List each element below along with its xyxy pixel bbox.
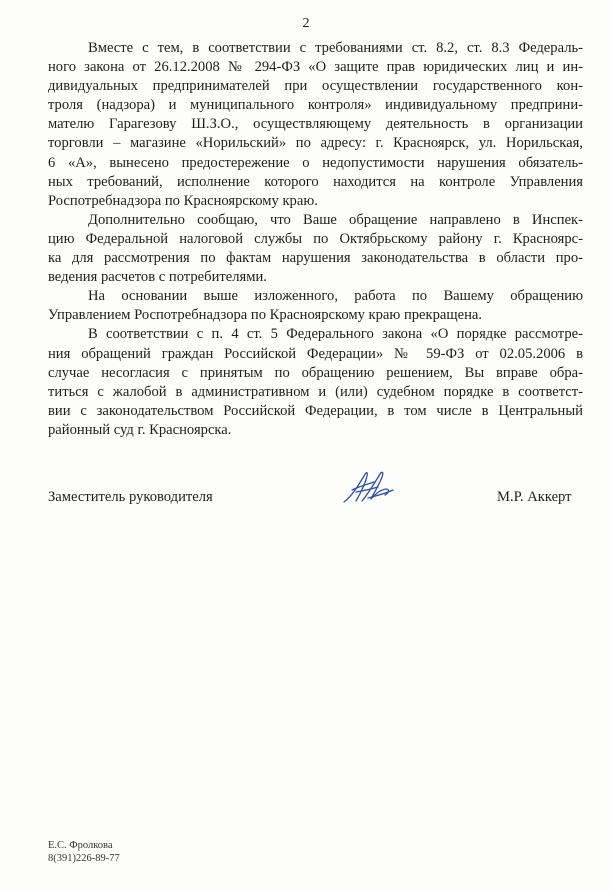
text-line: В соответствии с п. 4 ст. 5 Федерального закона «О порядке рассмотре- bbox=[88, 326, 583, 343]
text-line: троля (надзора) и муниципального контроля» индивидуальному предприни- bbox=[48, 97, 583, 114]
text-line: ведения расчетов с потребителями. bbox=[48, 269, 267, 286]
paragraph-closure bbox=[48, 287, 583, 325]
text-line: случае несогласия с принятым по обращению решением, Вы вправе обра- bbox=[48, 364, 583, 381]
text-line: Дополнительно сообщаю, что Ваше обращение направлено в Инспек- bbox=[88, 211, 583, 228]
paragraph-warning bbox=[48, 39, 583, 211]
signer-name: М.Р. Аккерт bbox=[497, 489, 572, 505]
text-line: вии с законодательством Российской Федерации, в том числе в Центральный bbox=[48, 402, 583, 419]
text-line: Вместе с тем, в соответствии с требованиями ст. 8.2, ст. 8.3 Федераль- bbox=[88, 40, 583, 56]
paragraph-appeal bbox=[48, 325, 583, 440]
text-line: мателю Гарагезову Ш.З.О., осуществляющему деятельность в организации bbox=[48, 116, 583, 133]
text-line: ния обращений граждан Российской Федерации» № 59-ФЗ от 02.05.2006 в bbox=[48, 345, 583, 362]
text-line: 6 «А», вынесено предостережение о недопустимости нарушения обязатель- bbox=[48, 154, 583, 171]
signer-position: Заместитель руководителя bbox=[48, 489, 213, 505]
text-line: цию Федеральной налоговой службы по Октябрьскому району г. Красноярс- bbox=[48, 230, 583, 247]
text-line: Роспотребнадзора по Красноярскому краю. bbox=[48, 192, 318, 209]
page-number: 2 bbox=[302, 16, 310, 31]
text-line: ных требований, исполнение которого находится на контроле Управления bbox=[48, 173, 583, 190]
text-line: торговли – магазине «Норильский» по адресу: г. Красноярск, ул. Норильская, bbox=[48, 135, 583, 152]
text-line: На основании выше изложенного, работа по Вашему обращению bbox=[88, 288, 583, 305]
letter-body bbox=[48, 39, 583, 440]
text-line: Управлением Роспотребнадзора по Красноярскому краю прекращена. bbox=[48, 307, 483, 324]
text-line: районный суд г. Красноярска. bbox=[48, 421, 232, 438]
paragraph-redirect bbox=[48, 211, 583, 287]
handwritten-signature bbox=[338, 468, 400, 508]
text-line: ного закона от 26.12.2008 № 294-ФЗ «О защите прав юридических лиц и ин- bbox=[48, 59, 583, 76]
executor-info bbox=[48, 839, 120, 865]
text-line: титься с жалобой в административном и (или) судебном порядке в соответст- bbox=[48, 383, 583, 400]
executor-phone: 8(391)226-89-77 bbox=[48, 853, 120, 864]
executor-name: Е.С. Фролкова bbox=[48, 840, 113, 851]
text-line: ка для рассмотрения по фактам нарушения законодательства в области про- bbox=[48, 250, 583, 267]
text-line: дивидуальных предпринимателей при осуществлении государственного кон- bbox=[48, 78, 583, 95]
